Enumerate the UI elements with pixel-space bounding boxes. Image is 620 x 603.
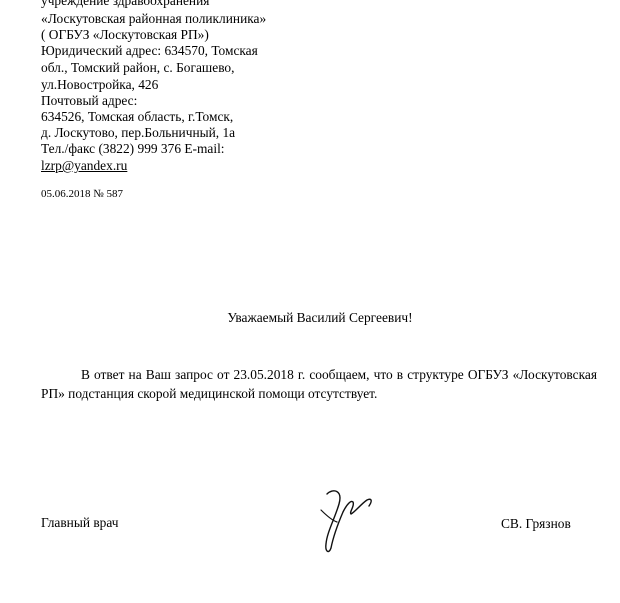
handwritten-signature xyxy=(313,482,385,556)
postal-address-line-1: Почтовый адрес: xyxy=(41,93,138,108)
signature-title: Главный врач xyxy=(41,515,119,530)
signature-name: СВ. Грязнов xyxy=(501,516,571,531)
org-line-2: «Лоскутовская районная поликлиника» xyxy=(41,11,267,26)
org-line-1: учреждение здравоохранения xyxy=(41,0,210,8)
legal-address-line-1: Юридический адрес: 634570, Томская xyxy=(41,43,258,58)
email-link[interactable]: lzrp@yandex.ru xyxy=(41,158,128,173)
org-line-3: ( ОГБУЗ «Лоскутовская РП») xyxy=(41,27,209,42)
body-paragraph: В ответ на Ваш запрос от 23.05.2018 г. сообщаем, что в структуре ОГБУЗ «Лоскутовская РП» подстанция скорой медицинской помощи отсутствует. xyxy=(41,367,597,401)
greeting: Уважаемый Василий Сергеевич! xyxy=(227,310,413,325)
postal-address-line-3: д. Лоскутово, пер.Больничный, 1а xyxy=(41,125,236,140)
date-number: 05.06.2018 № 587 xyxy=(41,188,123,200)
legal-address-line-3: ул.Новостройка, 426 xyxy=(41,77,159,92)
legal-address-line-2: обл., Томский район, с. Богашево, xyxy=(41,60,235,75)
phone-line: Тел./факс (3822) 999 376 E-mail: xyxy=(41,141,225,156)
postal-address-line-2: 634526, Томская область, г.Томск, xyxy=(41,109,234,124)
